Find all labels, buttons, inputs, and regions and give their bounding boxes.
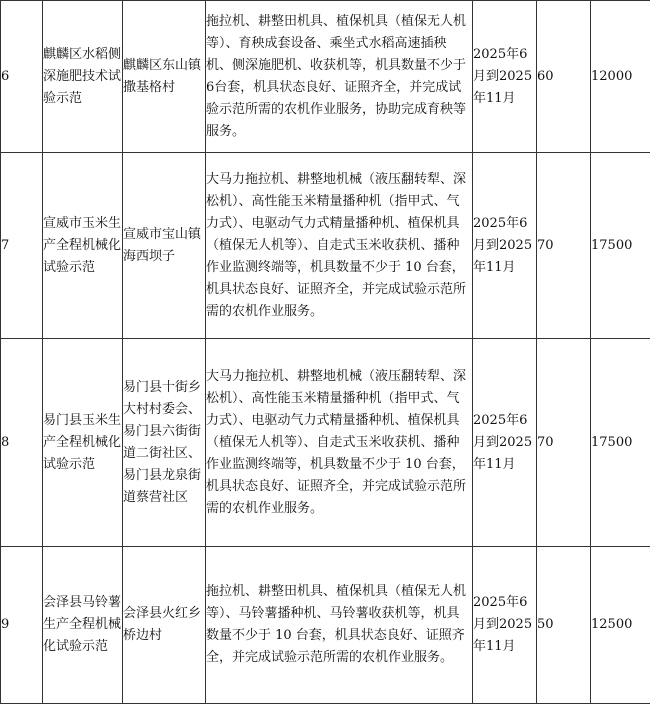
project-location: 会泽县火红乡桥边村 — [123, 547, 206, 704]
row-number: 8 — [1, 339, 43, 547]
row-number: 9 — [1, 547, 43, 704]
service-period: 2025年6月到2025年11月 — [473, 547, 537, 704]
amount: 12500 — [591, 547, 650, 704]
service-period: 2025年6月到2025年11月 — [473, 339, 537, 547]
equipment-requirement: 拖拉机、耕整田机具、植保机具（植保无人机等）、马铃薯播种机、马铃薯收获机等，机具数量不少于 10 台套，机具状态良好、证照齐全，并完成试验示范所需的农机作业服务。 — [206, 547, 473, 704]
quantity: 50 — [537, 547, 591, 704]
project-name: 麒麟区水稻侧深施肥技术试验示范 — [43, 1, 123, 153]
project-name: 易门县玉米生产全程机械化试验示范 — [43, 339, 123, 547]
project-location: 宣威市宝山镇海西坝子 — [123, 153, 206, 339]
service-period: 2025年6月到2025年11月 — [473, 1, 537, 153]
project-location: 易门县十街乡大村村委会、易门县六街街道二街社区、易门县龙泉街道蔡营社区 — [123, 339, 206, 547]
equipment-requirement: 大马力拖拉机、耕整地机械（液压翻转犁、深松机）、高性能玉米精量播种机（指甲式、气力式）、电驱动气力式精量播种机、植保机具（植保无人机等）、自走式玉米收获机、播种作业监测终端等，机具数量不少于 10 台套，机具状态良好、证照齐全，并完成试验示范所需的农机作业服务。 — [206, 153, 473, 339]
project-name: 宣威市玉米生产全程机械化试验示范 — [43, 153, 123, 339]
table-row — [1, 339, 650, 547]
quantity: 70 — [537, 339, 591, 547]
service-period: 2025年6月到2025年11月 — [473, 153, 537, 339]
quantity: 70 — [537, 153, 591, 339]
row-number: 7 — [1, 153, 43, 339]
table-row — [1, 547, 650, 704]
project-location: 麒麟区东山镇撒基格村 — [123, 1, 206, 153]
row-number: 6 — [1, 1, 43, 153]
quantity: 60 — [537, 1, 591, 153]
amount: 17500 — [591, 339, 650, 547]
amount: 12000 — [591, 1, 650, 153]
equipment-requirement: 拖拉机、耕整田机具、植保机具（植保无人机等）、育秧成套设备、乘坐式水稻高速插秧机、侧深施肥机、收获机等，机具数量不少于6台套，机具状态良好、证照齐全，并完成试验示范所需的农机作业服务，协助完成育秧等服务。 — [206, 1, 473, 153]
amount: 17500 — [591, 153, 650, 339]
project-name: 会泽县马铃薯生产全程机械化试验示范 — [43, 547, 123, 704]
table-row — [1, 153, 650, 339]
equipment-requirement: 大马力拖拉机、耕整地机械（液压翻转犁、深松机）、高性能玉米精量播种机（指甲式、气力式）、电驱动气力式精量播种机、植保机具（植保无人机等）、自走式玉米收获机、播种作业监测终端等，机具数量不少于 10 台套，机具状态良好、证照齐全，并完成试验示范所需的农机作业服务。 — [206, 339, 473, 547]
table-row — [1, 1, 650, 153]
